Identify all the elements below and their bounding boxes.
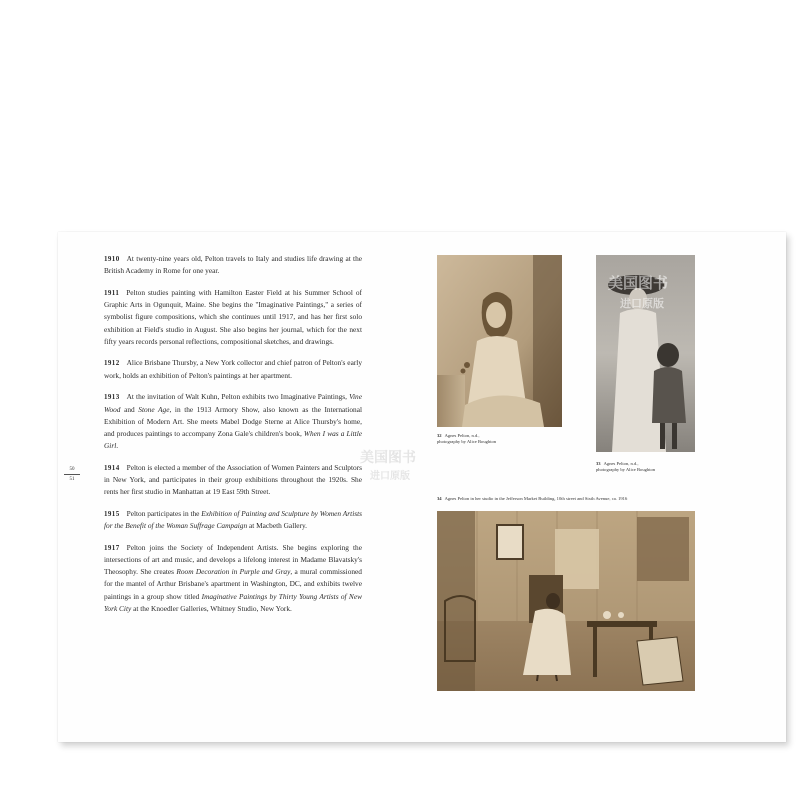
caption-32: [437, 433, 567, 445]
entry-year: 1915: [104, 509, 120, 518]
entry-text: Pelton studies painting with Hamilton Easter Field at his Summer School of Graphic Arts in Ogunquit, Maine. She begins the "Imaginative Paintings," a series of symbolist figure compositions, which she continues until 1917, and has her first solo exhibition at Field's studio in August. She also begins her journal, which for the next fifty years records personal reflections, compositional sketches, and drawings.: [104, 287, 362, 346]
entry-text: , a mural commissioned for the mantel of Arthur Brisbane's apartment in Washington, DC, and exhibits twelve paintings in a group show titled: [104, 567, 362, 601]
photo-32-portrait: [437, 255, 562, 427]
artwork-title: Stone Age: [138, 404, 170, 414]
chronology-entry-1910: [104, 253, 362, 277]
artwork-title: Room Decoration in Purple and Gray: [176, 567, 291, 577]
chronology-entry-1911: [104, 287, 362, 348]
entry-text: .: [116, 441, 119, 451]
photo-34-studio: [437, 511, 695, 691]
caption-line: photography by Alice Boughton: [437, 439, 497, 444]
watermark-text: 美国图书: [360, 450, 416, 466]
caption-line: Agnes Pelton, n.d.,: [444, 433, 480, 438]
entry-text: at Macbeth Gallery.: [247, 521, 308, 531]
page-number-left: 50: [69, 467, 75, 472]
chronology-entry-1912: [104, 357, 362, 381]
exhibition-title: Imaginative Paintings by Thirty Young Artists of New York City: [104, 591, 362, 613]
entry-text: Alice Brisbane Thursby, a New York collector and chief patron of Pelton's early work, holds an exhibition of Pelton's paintings at her apartment.: [104, 358, 362, 380]
caption-34: [437, 496, 702, 502]
entry-year: 1917: [104, 543, 120, 552]
entry-text: Pelton joins the Society of Independent Artists. She begins exploring the intersections of art and music, and develops a lifelong interest in Madame Blavatsky's Theosophy. She creates: [104, 542, 362, 577]
watermark-subtext: 进口原版: [620, 297, 664, 310]
entry-year: 1910: [104, 255, 120, 263]
chronology-entry-1913: [104, 391, 362, 452]
entry-year: 1911: [104, 288, 120, 297]
entry-text: Pelton is elected a member of the Association of Women Painters and Sculptors in New York, and participates in their group exhibitions throughout the 1920s. She rents her first studio in Manhattan at 19 East 59th Street.: [104, 462, 362, 497]
exhibition-title: Exhibition of Painting and Sculpture by Women Artists for the Benefit of the Woman Suffrage Campaign: [104, 508, 362, 531]
chronology-text-column: [104, 253, 362, 625]
caption-line: Agnes Pelton in her studio in the Jefferson Market Building, 10th street and Sixth Avenue, ca. 1916: [444, 496, 628, 501]
caption-line: photography by Alice Boughton: [596, 467, 656, 472]
entry-text: , in the 1913 Armory Show, also known as the International Exhibition of Modern Art. She meets Mabel Dodge Sterne at Alice Thursby's home, and produces paintings to accompany Zona Gale's children's book,: [104, 404, 362, 438]
caption-33: [596, 461, 706, 473]
entry-year: 1914: [104, 463, 120, 472]
watermark-subtext: 进口原版: [370, 471, 410, 482]
entry-text: at the Knoedler Galleries, Whitney Studio, New York.: [131, 603, 292, 613]
caption-number: 33: [596, 461, 601, 466]
entry-year: 1913: [104, 393, 120, 402]
chronology-entry-1915: [104, 508, 362, 532]
caption-number: 32: [437, 433, 442, 438]
entry-text: At the invitation of Walt Kuhn, Pelton exhibits two Imaginative Paintings,: [126, 392, 350, 402]
caption-line: Agnes Pelton, n.d.,: [603, 461, 639, 466]
entry-text: and: [120, 404, 139, 414]
book-title: When I was a Little Girl: [104, 428, 362, 451]
folio-rule: [64, 474, 80, 475]
caption-number: 34: [437, 496, 442, 501]
watermark-2: [360, 447, 416, 483]
artwork-title: Vine Wood: [104, 392, 362, 414]
chronology-entry-1914: [104, 462, 362, 499]
chronology-entry-1917: [104, 542, 362, 615]
entry-text: Pelton participates in the: [126, 508, 202, 518]
entry-text: At twenty-nine years old, Pelton travels to Italy and studies life drawing at the British Academy in Rome for one year.: [104, 254, 362, 276]
watermark-text: 美国图书: [608, 274, 669, 292]
page-folio: [64, 467, 80, 482]
page-number-right: 51: [69, 477, 75, 482]
entry-year: 1912: [104, 359, 120, 368]
watermark-1: [608, 272, 668, 311]
